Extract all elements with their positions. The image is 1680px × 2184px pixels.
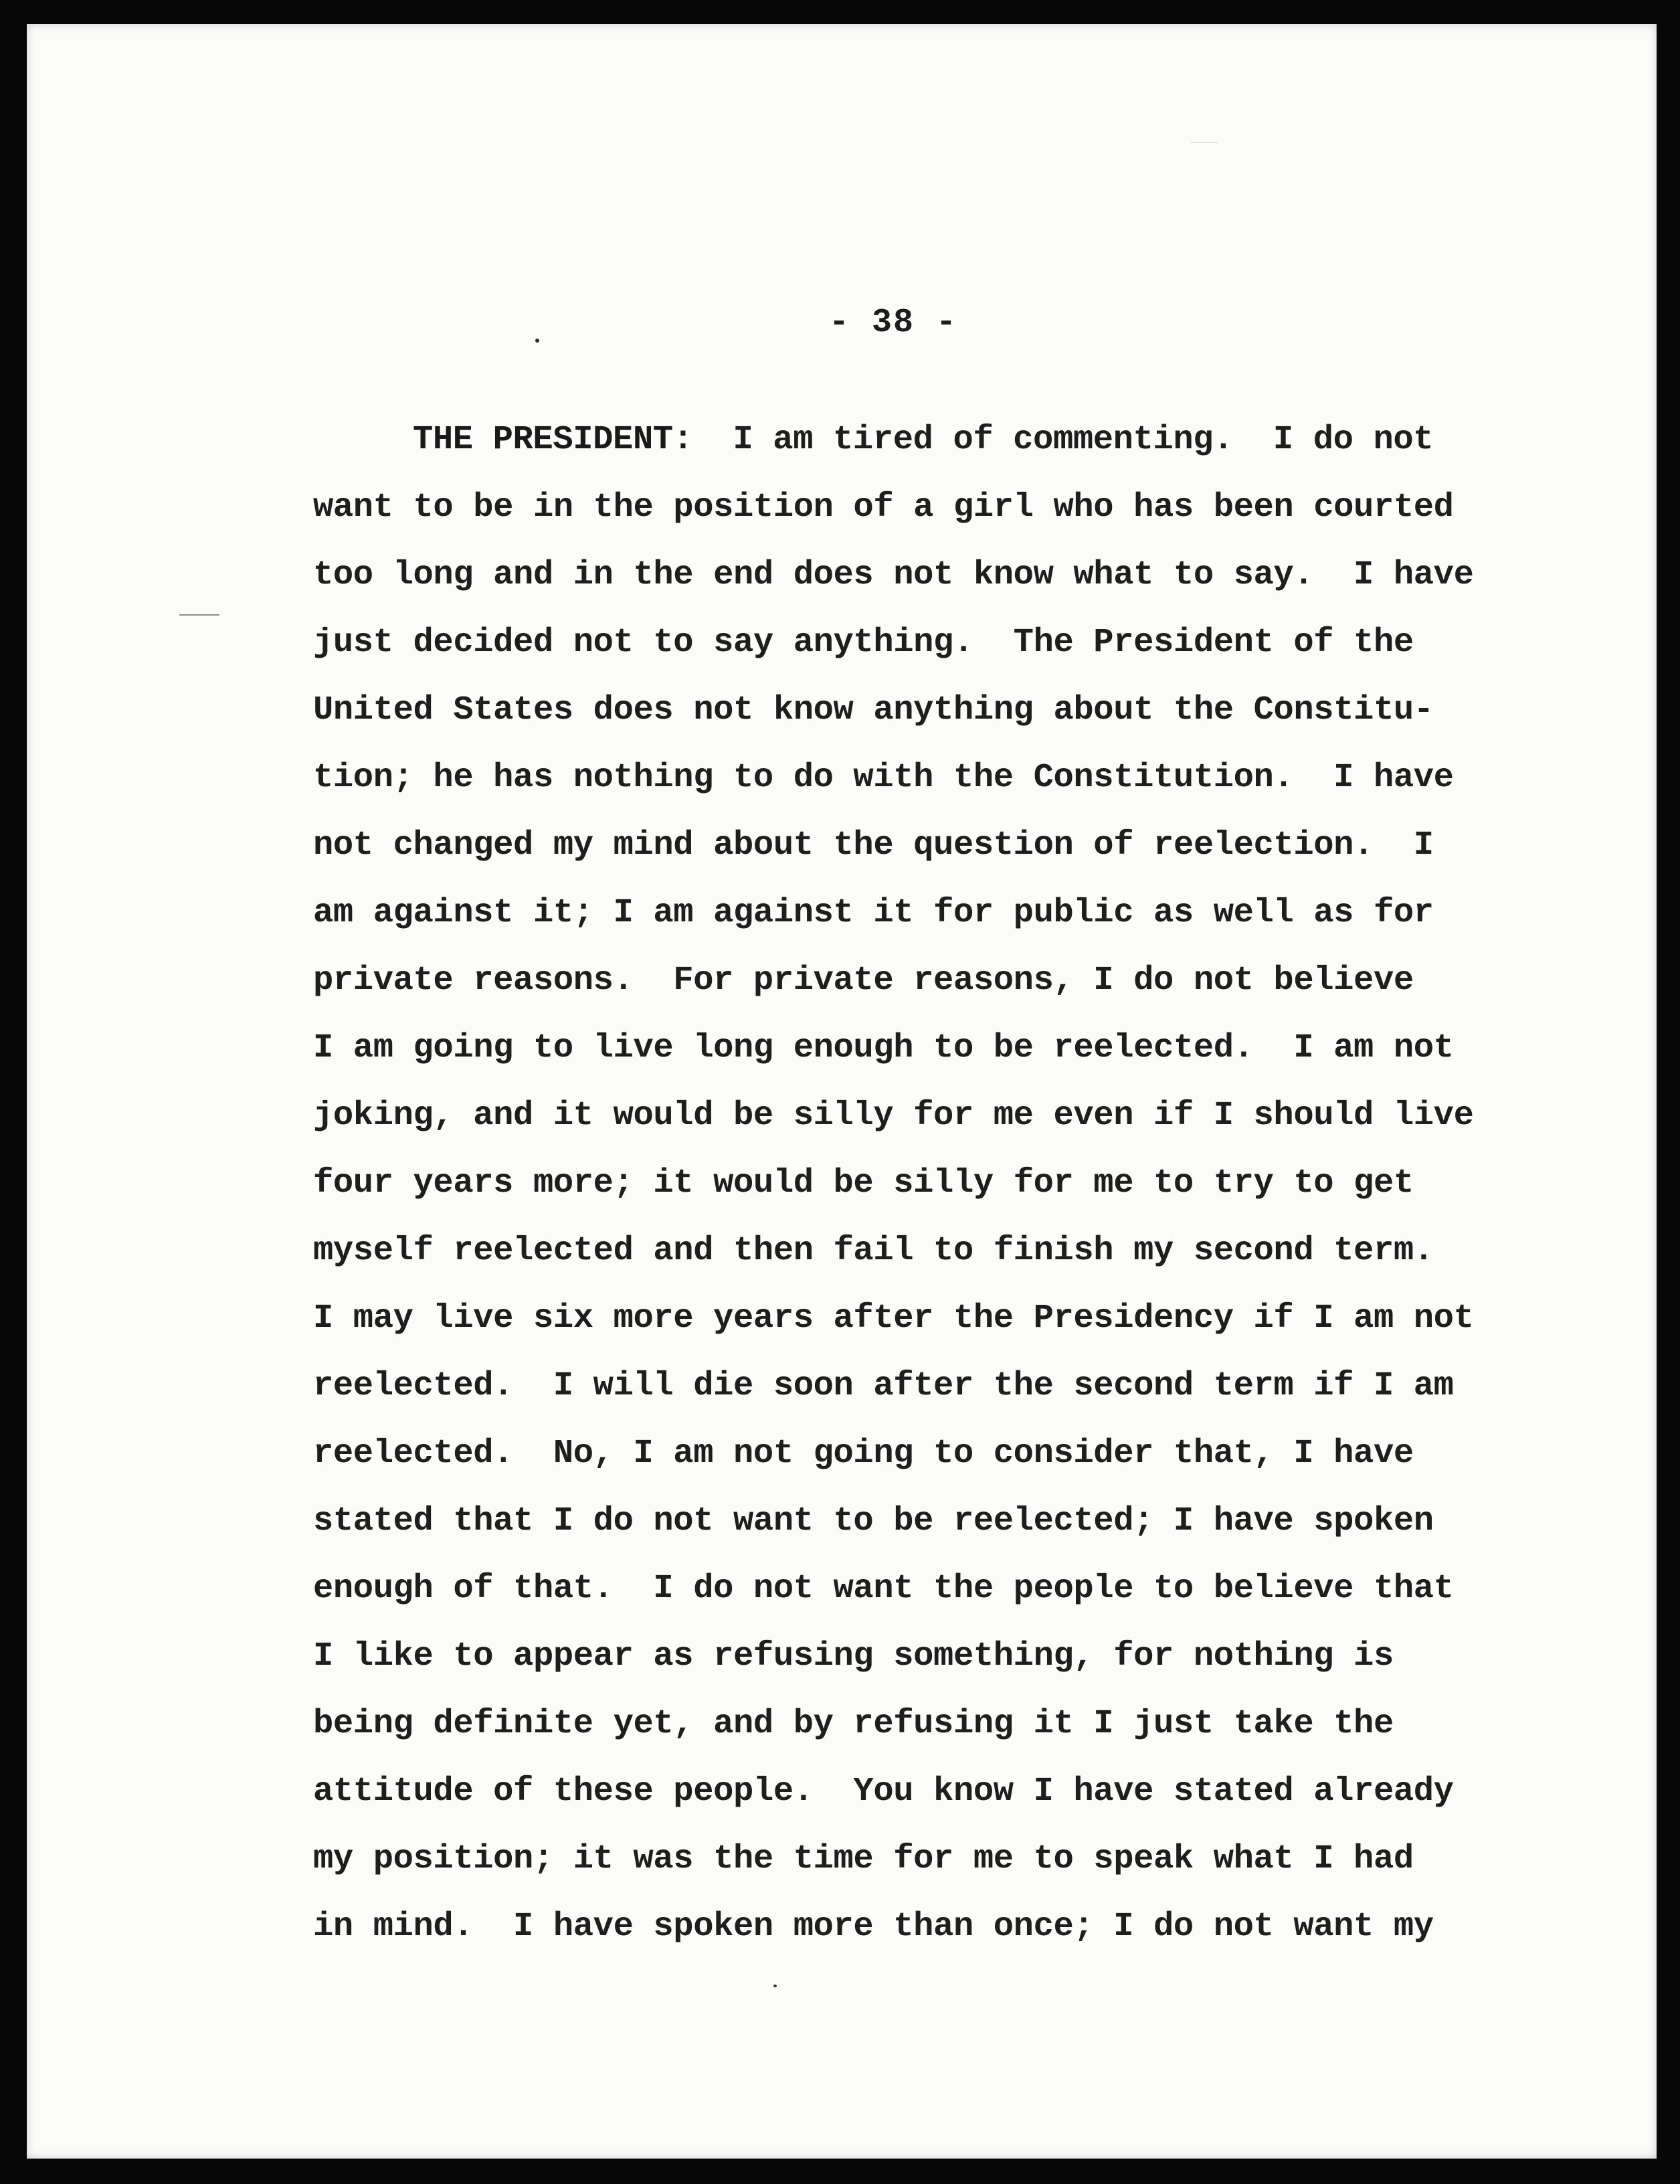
- paragraph-line: I may live six more years after the Presidency if I am not: [313, 1299, 1474, 1338]
- paragraph-line: reelected. No, I am not going to consider that, I have: [313, 1435, 1414, 1473]
- paragraph-line: in mind. I have spoken more than once; I do not want my: [313, 1908, 1434, 1946]
- paragraph-line: four years more; it would be silly for me to try to get: [313, 1164, 1414, 1202]
- paragraph-line: I am going to live long enough to be reelected. I am not: [313, 1029, 1454, 1067]
- line-text: I am tired of commenting. I do not: [733, 421, 1434, 459]
- paragraph-line: just decided not to say anything. The President of the: [313, 624, 1414, 662]
- paragraph-line: attitude of these people. You know I have stated already: [313, 1772, 1454, 1811]
- paragraph-line: stated that I do not want to be reelected; I have spoken: [313, 1502, 1434, 1540]
- paper-sheet: [27, 24, 1657, 2159]
- paragraph-line: [413, 420, 1433, 460]
- paragraph-line: myself reelected and then fail to finish my second term.: [313, 1232, 1434, 1270]
- scan-edge-mark: [179, 614, 219, 616]
- paragraph-line: want to be in the position of a girl who has been courted: [313, 488, 1454, 527]
- paragraph-line: reelected. I will die soon after the second term if I am: [313, 1367, 1454, 1405]
- speaker-label: THE PRESIDENT:: [413, 421, 693, 459]
- paragraph-line: I like to appear as refusing something, for nothing is: [313, 1637, 1394, 1675]
- paragraph-line: tion; he has nothing to do with the Constitution. I have: [313, 759, 1454, 797]
- paragraph-line: not changed my mind about the question of reelection. I: [313, 826, 1434, 864]
- paragraph-line: being definite yet, and by refusing it I just take the: [313, 1705, 1394, 1743]
- paragraph-line: my position; it was the time for me to speak what I had: [313, 1840, 1414, 1878]
- paragraph-line: private reasons. For private reasons, I do not believe: [313, 962, 1414, 1000]
- scan-speck: [773, 1985, 777, 1987]
- scan-edge-mark: [1191, 142, 1218, 143]
- page-number: - 38 -: [828, 304, 958, 342]
- paragraph-line: too long and in the end does not know what to say. I have: [313, 556, 1474, 594]
- paragraph-line: enough of that. I do not want the people to believe that: [313, 1570, 1454, 1608]
- paragraph-line: joking, and it would be silly for me even if I should live: [313, 1097, 1474, 1135]
- transcript-body: [27, 24, 1657, 2159]
- scan-speck: [535, 339, 539, 343]
- paragraph-line: United States does not know anything about the Constitu-: [313, 691, 1434, 729]
- paragraph-line: am against it; I am against it for public as well as for: [313, 894, 1434, 932]
